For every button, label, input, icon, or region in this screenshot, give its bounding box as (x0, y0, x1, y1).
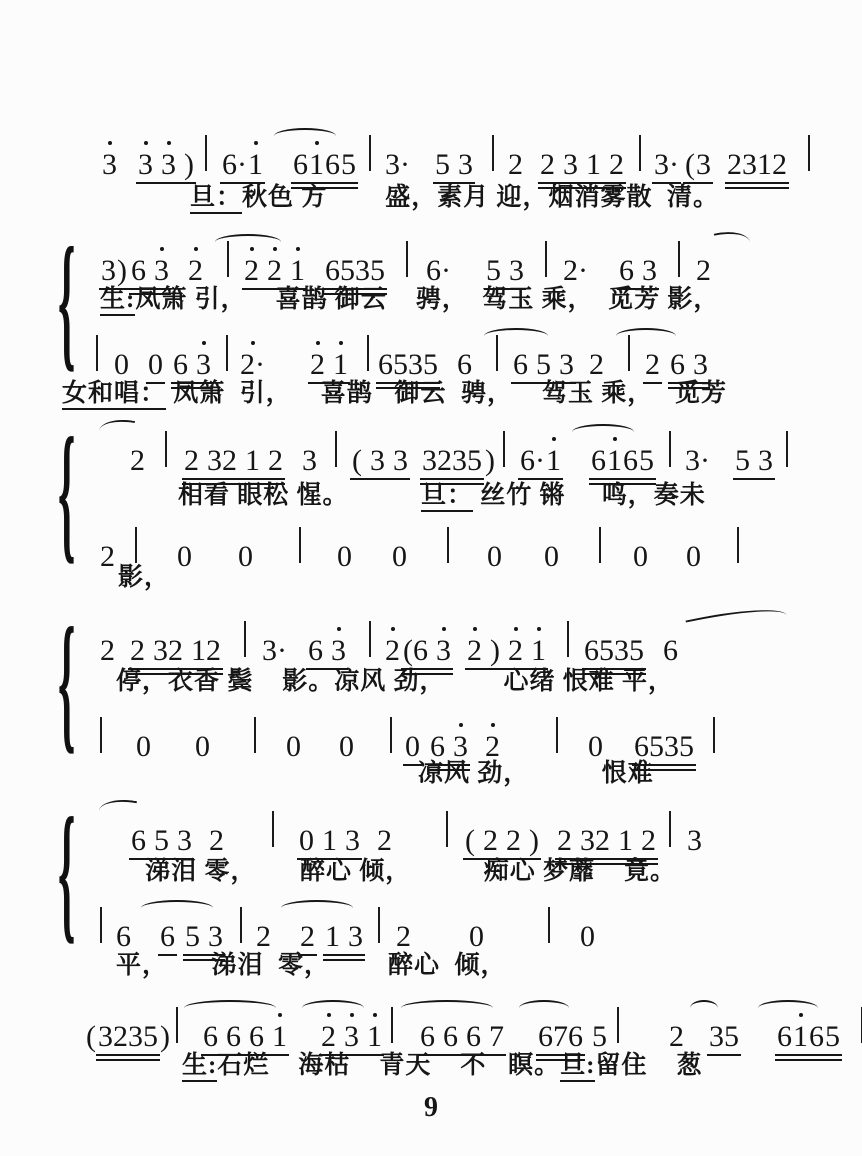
note: 2 (508, 148, 523, 181)
barline (369, 135, 371, 171)
note: 3 (393, 444, 408, 477)
note-group (734, 446, 774, 476)
note: 676 (538, 1020, 583, 1053)
lyric-text: 凉风 劲， 恨难 (418, 760, 654, 787)
lyrics-line (178, 480, 706, 511)
barline (205, 135, 207, 171)
note: 0 (148, 348, 163, 381)
note: 6 (457, 348, 472, 381)
barline (96, 335, 98, 371)
note: 3 (154, 254, 169, 287)
note: 6 (203, 1020, 218, 1053)
note-group (590, 446, 655, 476)
note: 3 (563, 148, 578, 181)
note: 2 (696, 254, 711, 287)
note: 6 (420, 1020, 435, 1053)
lyrics-line (116, 950, 507, 981)
barline (492, 135, 494, 171)
note: 3 (102, 148, 117, 181)
note: 5 (639, 444, 654, 477)
note: 5 (536, 348, 551, 381)
slur-arc (274, 128, 336, 144)
note: 6 (325, 148, 340, 181)
note: 2 (310, 348, 325, 381)
note: 6 (809, 1020, 824, 1053)
barline (254, 717, 256, 753)
slur-arc (758, 1000, 818, 1016)
barline (669, 431, 671, 467)
note-group (299, 922, 316, 952)
note: 3· (685, 444, 710, 477)
system-brace: { (58, 406, 76, 578)
note: 3 (331, 634, 346, 667)
note-group (324, 256, 386, 286)
slur-arc (484, 328, 548, 344)
note: 0 (392, 540, 407, 573)
barline (100, 717, 102, 753)
note: 6535 (325, 254, 385, 287)
note: 0 (299, 824, 314, 857)
slur-arc (572, 424, 634, 440)
note: 1 (290, 254, 305, 287)
note: 0 (114, 348, 129, 381)
note: 6 (249, 1020, 264, 1053)
note: 6 (131, 254, 146, 287)
note-group (307, 636, 347, 666)
note: 2 (300, 920, 315, 953)
barline (808, 135, 810, 171)
note: 3 (344, 1020, 359, 1053)
note: 6 (619, 254, 634, 287)
note: ( (86, 1020, 96, 1053)
note-group (298, 826, 361, 856)
note: 6 (131, 824, 146, 857)
note: 3 (436, 634, 451, 667)
note: 2 (485, 730, 500, 763)
note-group (434, 150, 474, 180)
barline (786, 431, 788, 467)
note: 2 (589, 348, 604, 381)
note: 0 (238, 540, 253, 573)
note: 32 (207, 444, 237, 477)
note: 6 (513, 348, 528, 381)
page-number: 9 (424, 1092, 438, 1123)
note: 5 (185, 920, 200, 953)
slur-arc (302, 1000, 364, 1016)
note: 3 (345, 824, 360, 857)
lyric-text: 凤箫 引， 喜鹊 御云 骋， 驾玉 乘， 觅芳 影， (135, 286, 720, 313)
note: 1 (322, 824, 337, 857)
barline (669, 811, 671, 847)
note: 3 (208, 920, 223, 953)
note: 2 (100, 540, 115, 573)
note: ) (490, 634, 500, 667)
note: 0 (177, 540, 192, 573)
note: (6 (403, 634, 428, 667)
note-group (147, 350, 164, 380)
slur-arc (99, 795, 137, 817)
barline (272, 811, 274, 847)
lyrics-line (418, 758, 654, 789)
note: 35 (709, 1020, 739, 1053)
note-group (137, 150, 195, 180)
note: 3 (453, 730, 468, 763)
note: 6 (623, 444, 638, 477)
note: 3 (196, 348, 211, 381)
lyric-text: 停，衣香 鬓 影。凉风 劲， 心绪 恨难 平， (116, 668, 675, 695)
note: ) (485, 444, 495, 477)
note-group (708, 1022, 740, 1052)
note: 2 (321, 1020, 336, 1053)
lyric-text: 丝竹 锵 鸣，奏未 (473, 482, 706, 509)
lyrics-line (118, 562, 170, 593)
note-group (324, 922, 364, 952)
notation-line (100, 522, 739, 581)
note-group (202, 1022, 288, 1052)
barline (599, 527, 601, 563)
note-group (97, 1022, 159, 1052)
note: 7 (489, 1020, 504, 1053)
note: 0 (136, 730, 151, 763)
note: 6535 (634, 730, 694, 763)
note: 2 (130, 444, 145, 477)
note-group (726, 150, 788, 180)
slur-arc (215, 234, 281, 250)
note: 0 (339, 730, 354, 763)
note: 2 (256, 920, 271, 953)
note: 6· (426, 254, 451, 287)
note: 3· (262, 634, 287, 667)
note: 3235 (98, 1020, 158, 1053)
note-group (539, 150, 625, 180)
note-group (292, 150, 357, 180)
lyric-text: 石烂 海枯 青天 不 瞑。 (217, 1052, 561, 1079)
lyric-text: 留住 葱 (595, 1052, 703, 1079)
barline (617, 1007, 619, 1043)
notation-line (100, 426, 788, 485)
note: 6 (670, 348, 685, 381)
note-group (377, 350, 439, 380)
note: 6535 (584, 634, 644, 667)
note-group (130, 826, 193, 856)
note: 1 (333, 348, 348, 381)
lyric-text: 相看 眼松 惺。 (178, 482, 422, 509)
slur-arc (685, 600, 786, 636)
note-group (653, 150, 680, 180)
note: 6 (777, 1020, 792, 1053)
slur-arc (519, 1000, 569, 1016)
barline (406, 241, 408, 277)
note: 2 (188, 254, 203, 287)
note: 6535 (378, 348, 438, 381)
note-group (221, 150, 264, 180)
note: 6 (591, 444, 606, 477)
note: ) (160, 1020, 170, 1053)
lyric-text: 秋色 方 盛，素月 迎，烟消雾散 清。 (242, 184, 720, 211)
barline (176, 1007, 178, 1043)
note: 0 (405, 730, 420, 763)
note: 6 (308, 634, 323, 667)
barline (567, 621, 569, 657)
note: 2 (130, 634, 145, 667)
note: 3 (177, 824, 192, 857)
note: 0 (487, 540, 502, 573)
note: 5 (735, 444, 750, 477)
slur-arc (401, 1000, 493, 1016)
role-label: 旦： (421, 482, 473, 512)
note: 5 (435, 148, 450, 181)
note: 5 (592, 1020, 607, 1053)
note: 5 (486, 254, 501, 287)
note: 2· (563, 254, 588, 287)
barline (378, 907, 380, 943)
slur-arc (690, 1000, 718, 1016)
note: 3 (138, 148, 153, 181)
note: 2 (209, 824, 224, 857)
slur-arc (616, 328, 676, 344)
note-group (776, 1022, 841, 1052)
barline (367, 335, 369, 371)
note: 6 (116, 920, 131, 953)
note: 1 (586, 148, 601, 181)
note: 0 (337, 540, 352, 573)
note: 0 (580, 920, 595, 953)
note: 3 (161, 148, 176, 181)
barline (240, 907, 242, 943)
note-group (519, 446, 562, 476)
lyric-text: 平， 涕泪 零， 醉心 倾， (116, 952, 507, 979)
note-group (466, 636, 547, 666)
barline (100, 907, 102, 943)
barline (391, 1007, 393, 1043)
note: 3 (101, 254, 116, 287)
barline (713, 717, 715, 753)
note: ( (685, 148, 695, 181)
note: 3235 (422, 444, 482, 477)
note: 2 (641, 824, 656, 857)
note: 3 (693, 348, 708, 381)
note: 1 (248, 148, 263, 181)
note: 1 (546, 444, 561, 477)
note-group (618, 256, 658, 286)
note-group (129, 636, 222, 666)
note: 2 (267, 254, 282, 287)
role-label: 生: (182, 1052, 217, 1082)
barline (639, 135, 641, 171)
note: 1 (325, 920, 340, 953)
note: 6 (173, 348, 188, 381)
note-group (100, 256, 128, 286)
barline (447, 527, 449, 563)
barline (548, 907, 550, 943)
note: 3 (696, 148, 711, 181)
note: 0 (633, 540, 648, 573)
note: 2 (268, 444, 283, 477)
note-group (537, 1022, 584, 1052)
lyric-text: 涕泪 零， 醉心 倾， 痴心 梦蘼 竟。 (138, 858, 677, 885)
note: 3 (302, 444, 317, 477)
note: 6 (430, 730, 445, 763)
barline (390, 717, 392, 753)
role-label: 旦： (190, 184, 242, 214)
note: 3 (758, 444, 773, 477)
note-group (684, 150, 712, 180)
note: 3· (654, 148, 679, 181)
lyrics-line (100, 284, 719, 315)
note: ( (352, 444, 362, 477)
note: 1 (367, 1020, 382, 1053)
note-group (130, 256, 170, 286)
barline (165, 431, 167, 467)
note: 2 (184, 444, 199, 477)
note: 1 (607, 444, 622, 477)
note: 0 (588, 730, 603, 763)
note: 2 (506, 824, 521, 857)
note-group (243, 256, 306, 286)
note-group (309, 350, 349, 380)
note-group (512, 350, 575, 380)
slur-arc (714, 227, 751, 250)
barline (545, 241, 547, 277)
note-group (184, 922, 224, 952)
note-group (183, 446, 284, 476)
note: 6 (663, 634, 678, 667)
note: ) (117, 254, 127, 287)
note-group (320, 1022, 383, 1052)
note: 2 (609, 148, 624, 181)
slur-arc (141, 900, 213, 916)
note-group (583, 636, 645, 666)
note: 3 (509, 254, 524, 287)
note: ) (184, 148, 194, 181)
note: 1 (793, 1020, 808, 1053)
note: 2· (240, 348, 265, 381)
note-group (419, 1022, 505, 1052)
note: 12 (191, 634, 221, 667)
note-group (351, 446, 409, 476)
lyric-text: 影， (118, 564, 171, 591)
system-brace: { (58, 216, 76, 386)
notation-line (102, 130, 810, 189)
note: 6 (293, 148, 308, 181)
note: 0 (195, 730, 210, 763)
note: ) (529, 824, 539, 857)
note-group (159, 922, 176, 952)
role-label: 女和唱： (62, 380, 166, 410)
note-group (421, 446, 483, 476)
note-group (485, 256, 525, 286)
system-brace: { (58, 786, 76, 958)
note-group (644, 350, 661, 380)
barline (244, 621, 246, 657)
lyrics-line (62, 378, 727, 409)
note: 0 (686, 540, 701, 573)
note: 2 (467, 634, 482, 667)
barline (503, 431, 505, 467)
note: 6 (466, 1020, 481, 1053)
note: 2 (100, 634, 115, 667)
note: 5 (341, 148, 356, 181)
lyrics-line (116, 666, 674, 697)
lyric-text: 凤箫 引， 喜鹊 御云 骋， 驾玉 乘， 觅芳 (166, 380, 728, 407)
note: 3 (348, 920, 363, 953)
barline (335, 431, 337, 467)
slur-arc (184, 1000, 276, 1016)
note: 3 (370, 444, 385, 477)
barline (135, 527, 137, 563)
note: 2 (377, 824, 392, 857)
note: 2 (540, 148, 555, 181)
barline (446, 811, 448, 847)
note-group (464, 826, 540, 856)
lyrics-line (190, 182, 719, 213)
note: 5 (154, 824, 169, 857)
note: 6 (226, 1020, 241, 1053)
note: 2 (385, 634, 400, 667)
note: 5 (825, 1020, 840, 1053)
note: 1 (309, 148, 324, 181)
note: 2 (508, 634, 523, 667)
barline (226, 335, 228, 371)
note: 1 (618, 824, 633, 857)
system-brace: { (58, 596, 76, 768)
note: 2 (669, 1020, 684, 1053)
note: 6 (443, 1020, 458, 1053)
role-label: 旦: (560, 1052, 595, 1082)
note: 2 (557, 824, 572, 857)
note: 3 (642, 254, 657, 287)
lyrics-line (182, 1050, 702, 1081)
note: 6 (160, 920, 175, 953)
note: 0 (286, 730, 301, 763)
note: 2 (483, 824, 498, 857)
lyrics-line (138, 856, 676, 887)
barline (299, 527, 301, 563)
note: 3 (458, 148, 473, 181)
note: 3 (559, 348, 574, 381)
barline (737, 527, 739, 563)
note: 0 (544, 540, 559, 573)
note-group (556, 826, 657, 856)
slur-arc (281, 900, 353, 916)
note: 2 (645, 348, 660, 381)
barline (556, 717, 558, 753)
barline (678, 241, 680, 277)
note: 2312 (727, 148, 787, 181)
note: 2 (244, 254, 259, 287)
note: ( (465, 824, 475, 857)
note: 1 (245, 444, 260, 477)
slur-arc (99, 415, 135, 437)
note-group (669, 350, 709, 380)
note: 3 (687, 824, 702, 857)
note: 6· (222, 148, 247, 181)
note-group (172, 350, 212, 380)
note: 1 (531, 634, 546, 667)
note: 3· (385, 148, 410, 181)
barline (369, 621, 371, 657)
note: 6· (520, 444, 545, 477)
note: 0 (469, 920, 484, 953)
note: 2 (396, 920, 411, 953)
note-group (402, 636, 452, 666)
role-label: 生: (100, 286, 135, 316)
note: 32 (580, 824, 610, 857)
note: 1 (272, 1020, 287, 1053)
note: 32 (153, 634, 183, 667)
